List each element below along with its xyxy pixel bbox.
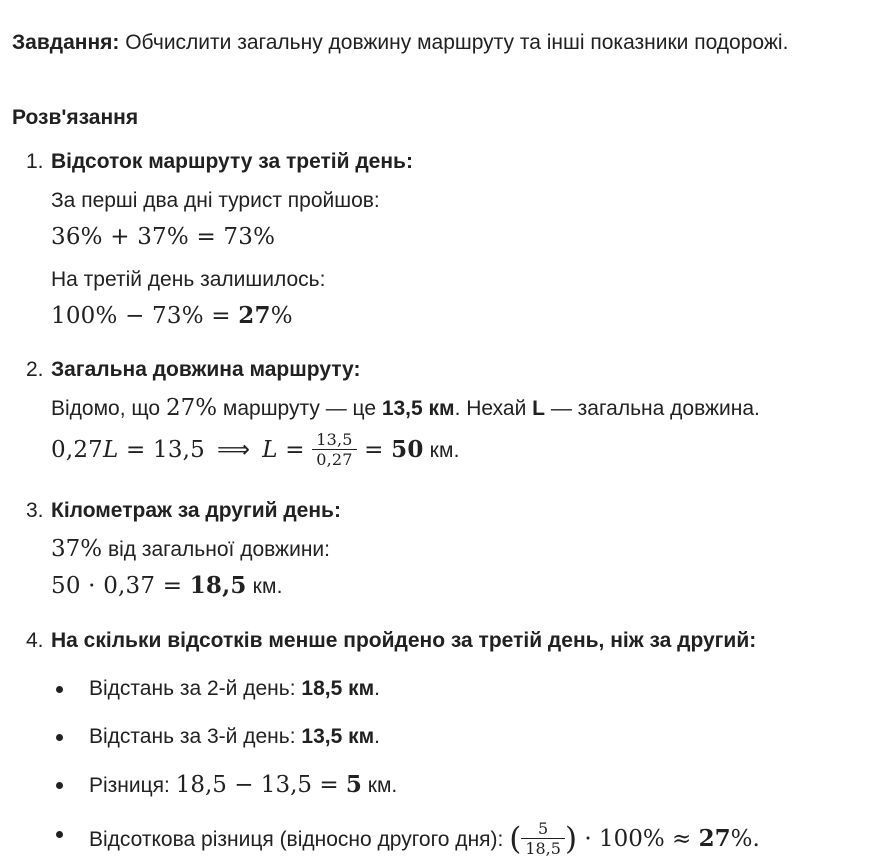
text-segment: від загальної довжини: <box>102 538 330 561</box>
math-expression: 36% + 37% = 73% <box>51 224 276 250</box>
math-bold-value: 50 <box>391 436 424 463</box>
step-body <box>51 498 870 604</box>
math-variable: L <box>103 437 119 463</box>
math-segment: 100% − 73% = <box>51 303 239 329</box>
text-segment: . <box>374 677 380 700</box>
math-variable: L <box>262 437 278 463</box>
step-text <box>51 537 870 562</box>
solution-step-1 <box>12 149 870 333</box>
math-bold-value: 27 <box>698 825 731 853</box>
step-text: На третій день залишилось: <box>51 268 326 291</box>
math-expression <box>51 427 870 474</box>
step-text: За перші два дні турист пройшов: <box>51 189 380 212</box>
unit-label: км. <box>246 575 283 598</box>
solution-step-3 <box>12 498 870 604</box>
math-expression <box>51 569 870 604</box>
bullet-item <box>51 772 870 799</box>
fraction-numerator: 13,5 <box>312 430 356 450</box>
bullet-text <box>89 772 397 799</box>
solution-heading: Розв'язання <box>12 106 139 129</box>
solution-step-2 <box>12 357 870 474</box>
bold-value: 18,5 км <box>301 677 375 700</box>
task-statement <box>12 29 870 57</box>
text-segment: Різниця: <box>89 774 176 797</box>
bullet-text <box>89 724 380 750</box>
close-paren: ) <box>564 820 578 857</box>
step-text <box>51 396 870 421</box>
step-body <box>51 357 870 474</box>
text-segment: маршруту — це <box>217 397 382 420</box>
math-bold-value: 27 <box>238 302 271 329</box>
math-segment: 37% <box>51 536 103 562</box>
step-title: Загальна довжина маршруту: <box>51 358 361 381</box>
step-title: Кілометраж за другий день: <box>51 499 341 522</box>
task-label: Завдання: <box>12 31 120 54</box>
math-fraction <box>521 819 565 858</box>
math-segment: 18,5 − 13,5 = <box>175 772 346 798</box>
step-title: Відсоток маршруту за третій день: <box>51 150 413 173</box>
step-body <box>51 628 870 860</box>
text-segment: . <box>374 725 380 748</box>
step-body <box>51 149 870 333</box>
implies-arrow-icon: ⟹ <box>217 437 251 463</box>
bullet-text <box>89 676 380 702</box>
task-text: Обчислити загальну довжину маршруту та інші показники подорожі. <box>119 31 789 54</box>
bold-value: 13,5 км <box>381 397 455 420</box>
bold-value: 13,5 км <box>301 725 375 748</box>
text-segment: Відсоткова різниця (відносно другого дня): <box>89 828 510 852</box>
text-segment: Відстань за 3-й день: <box>89 725 302 748</box>
solution-step-4 <box>12 628 870 860</box>
unit-label: км. <box>361 774 398 797</box>
math-segment: = 13,5 <box>118 437 206 463</box>
step-number: 3. <box>26 499 44 522</box>
bullet-item <box>51 821 870 860</box>
math-bold-value: 18,5 <box>189 572 247 599</box>
fraction-denominator: 18,5 <box>525 839 561 858</box>
bullet-item <box>51 676 870 702</box>
fraction-denominator: 0,27 <box>316 449 353 469</box>
bold-value: L <box>532 397 545 420</box>
math-fraction <box>312 430 356 469</box>
fraction-numerator: 5 <box>521 819 565 839</box>
math-segment: · 100% ≈ <box>577 826 699 853</box>
math-expression <box>51 299 870 333</box>
solution-document <box>12 29 870 860</box>
bullet-icon <box>56 782 63 789</box>
unit-label: км. <box>423 439 460 462</box>
step-number: 1. <box>26 150 44 173</box>
text-segment: . Нехай <box>454 397 533 420</box>
bullet-item <box>51 724 870 750</box>
step-number: 4. <box>26 629 44 652</box>
math-segment: 0,27 <box>51 437 104 463</box>
step-number: 2. <box>26 358 44 381</box>
text-segment: Відстань за 2-й день: <box>89 677 302 700</box>
bullet-icon <box>56 831 63 838</box>
step-title: На скільки відсотків менше пройдено за третій день, ніж за другий: <box>51 629 757 652</box>
bullet-icon <box>56 686 63 693</box>
text-segment: Відомо, що <box>51 397 166 420</box>
math-segment: 50 · 0,37 = <box>51 573 190 599</box>
bullet-list <box>51 676 870 860</box>
text-segment: — загальна довжина. <box>544 397 760 420</box>
math-segment: %. <box>730 826 760 853</box>
math-segment: % <box>270 303 293 329</box>
math-bold-value: 5 <box>345 771 362 798</box>
bullet-text <box>89 821 760 860</box>
math-segment: 27% <box>165 395 218 421</box>
bullet-icon <box>56 734 63 741</box>
steps-list <box>12 149 870 860</box>
math-segment: = <box>356 437 392 463</box>
open-paren: ( <box>509 820 522 857</box>
math-segment: = <box>277 437 313 463</box>
